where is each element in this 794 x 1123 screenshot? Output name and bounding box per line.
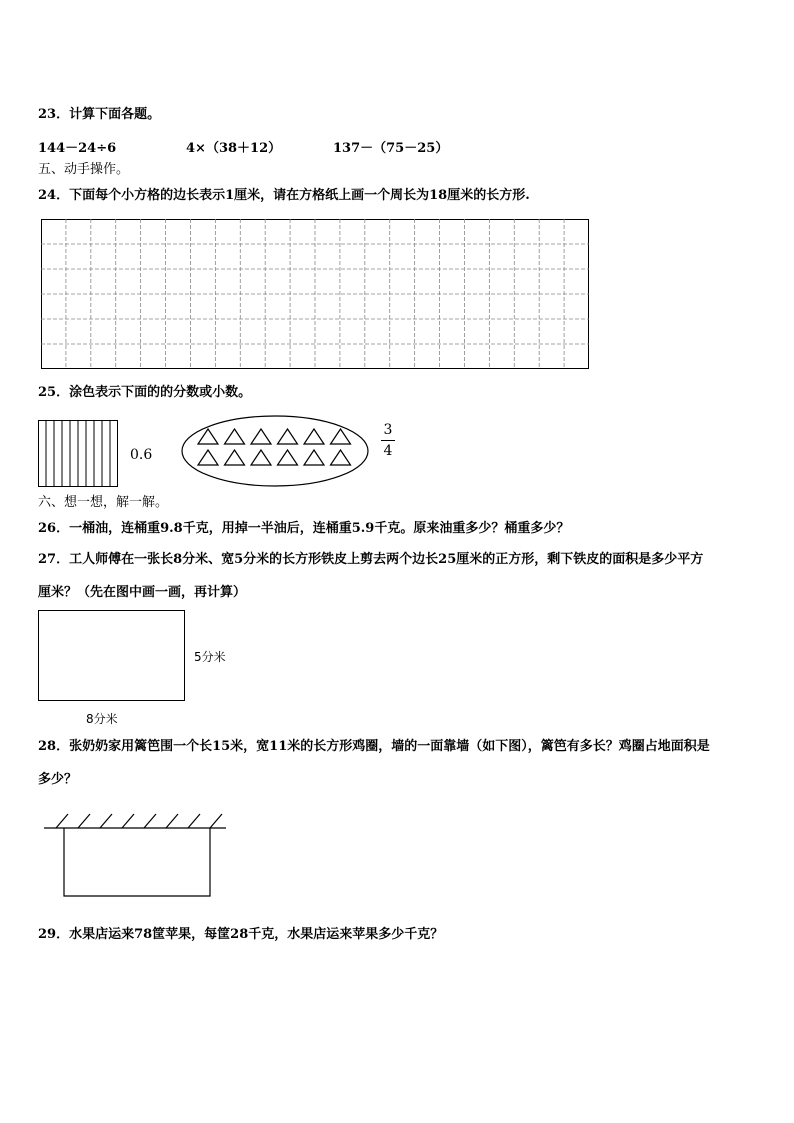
length-label: 8分米 [86,712,118,726]
triangle[interactable] [304,429,324,444]
triangle[interactable] [225,450,245,465]
fraction-denominator: 4 [383,443,393,459]
triangle[interactable] [278,429,298,444]
q28-title-line-2: 多少？ [38,772,78,787]
wall-pen-diagram[interactable] [44,810,229,898]
section-6-heading: 六、想一想，解一解。 [38,495,169,510]
striped-rectangle[interactable] [38,420,118,487]
decimal-label: 0.6 [130,447,153,463]
q24-title: 24．下面每个小方格的边长表示1厘米，请在方格纸上画一个周长为18厘米的长方形. [38,188,530,203]
width-label: 5分米 [194,650,226,664]
triangle[interactable] [198,429,218,444]
fraction-bar [381,440,395,441]
triangle[interactable] [278,450,298,465]
triangle[interactable] [304,450,324,465]
q26-title: 26．一桶油，连桶重9.8千克，用掉一半油后，连桶重5.9千克。原来油重多少？桶重多少？ [38,521,570,536]
q23-expression-3: 137－（75－25） [333,141,449,156]
q23-expression-2: 4×（38＋12） [186,141,282,156]
grid-paper[interactable] [41,219,589,369]
wall-hatch [188,814,200,828]
q25-title: 25．涂色表示下面的的分数或小数。 [38,385,252,400]
q23-expression-1: 144－24÷6 [38,141,117,156]
triangle-ellipse[interactable] [180,414,370,488]
wall-hatch [166,814,178,828]
q28-title-line-1: 28．张奶奶家用篱笆围一个长15米，宽11米的长方形鸡圈，墙的一面靠墙（如下图），篱笆有多长？鸡圈占地面积是 [38,739,710,754]
triangle[interactable] [331,450,351,465]
wall-hatch [100,814,112,828]
wall-hatch [122,814,134,828]
triangle[interactable] [198,450,218,465]
wall-hatch [210,814,222,828]
wall-hatch [56,814,68,828]
triangle[interactable] [331,429,351,444]
q23-title: 23．计算下面各题。 [38,107,161,122]
q27-title-line-2: 厘米？（先在图中画一画，再计算） [38,585,247,600]
sheet-rectangle[interactable] [38,610,186,702]
wall-hatch [78,814,90,828]
section-5-heading: 五、动手操作。 [38,162,130,177]
q27-title-line-1: 27．工人师傅在一张长8分米、宽5分米的长方形铁皮上剪去两个边长25厘米的正方形，剩下铁皮的面积是多少平方 [38,552,704,567]
wall-hatch [144,814,156,828]
fraction-numerator: 3 [383,422,393,438]
triangle[interactable] [251,429,271,444]
fraction [381,422,395,459]
triangle[interactable] [251,450,271,465]
triangle[interactable] [225,429,245,444]
fence-outline [64,828,210,896]
q29-title: 29．水果店运来78筐苹果，每筐28千克，水果店运来苹果多少千克？ [38,927,444,942]
